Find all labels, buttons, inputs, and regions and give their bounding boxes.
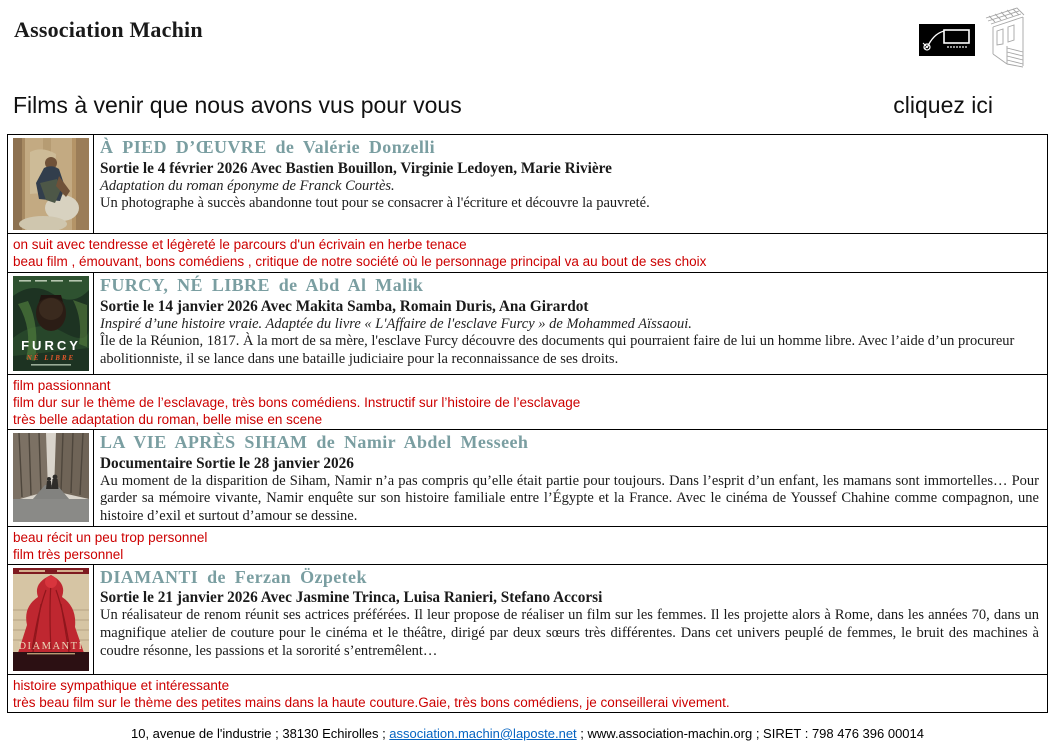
review-line: film très personnel (13, 546, 124, 562)
header (0, 0, 1055, 72)
page-title: Films à venir que nous avons vus pour vous (13, 92, 462, 118)
review-row-2 (8, 375, 1048, 430)
poster-title-text: DIAMANTI (17, 640, 84, 652)
film-release-line: Documentaire Sortie le 28 janvier 2026 (100, 454, 354, 472)
film-release-line: Sortie le 21 janvier 2026 Avec Jasmine Trinca, Luisa Ranieri, Stefano Accorsi (100, 589, 603, 607)
la-vie-apres-siham-poster (13, 433, 89, 522)
review-line: histoire sympathique et intéressante (13, 677, 230, 693)
footer-address-part1: 10, avenue de l'industrie ; 38130 Echirolles ; (130, 725, 390, 741)
review-line: beau récit un peu trop personnel (13, 529, 208, 545)
film-synopsis: Un photographe à succès abandonne tout pour se consacrer à l'écriture et découvre la pauvreté. (100, 195, 650, 212)
film-4-poster-cell (8, 564, 94, 674)
poster-title-text: FURCY (20, 338, 81, 353)
film-synopsis: Île de la Réunion, 1817. À la mort de sa mère, l'esclave Furcy découvre des documents qui pourraient faire de lui un homme libre. Avec l’aide d’un procureur abolitionniste, il se lance dans une bataille judiciaire pour la reconnaissance de ses droits. (100, 333, 1015, 368)
building-sketch-icon (983, 6, 1027, 72)
film-release-line: Sortie le 4 février 2026 Avec Bastien Bouillon, Virginie Ledoyen, Marie Rivière (100, 159, 612, 177)
review-line: film dur sur le thème de l’esclavage, très bons comédiens. Instructif sur l’histoire de l’esclavage (13, 395, 581, 410)
review-line: on suit avec tendresse et légèreté le parcours d'un écrivain en herbe tenace (13, 237, 467, 252)
film-source-line: Inspiré d’une histoire vraie. Adaptée du livre « L'Affaire de l'esclave Furcy » de Mohammed Aïssaoui. (100, 315, 692, 332)
film-1-review (8, 234, 1048, 273)
footer-address-part2: ; www.association-machin.org ; SIRET : 798 476 396 00014 (576, 725, 924, 741)
title-row (13, 92, 993, 119)
film-1-details (94, 135, 1048, 234)
review-line: beau film , émouvant, bons comédiens , critique de notre société où le personnage principal va au bout de ses choix (13, 254, 707, 269)
film-row-1 (8, 135, 1048, 234)
film-3-review (8, 526, 1048, 564)
review-row-1 (8, 234, 1048, 273)
review-line: très beau film sur le thème des petites mains dans la haute couture.Gaie, très bons comédiens, je conseillerai vivement. (13, 694, 730, 710)
film-title: FURCY, NÉ LIBRE de Abd Al Malik (100, 275, 424, 295)
org-title: Association Machin (14, 17, 203, 42)
film-row-4 (8, 564, 1048, 674)
film-4-details (94, 564, 1048, 674)
a-pied-doeuvre-poster (13, 138, 89, 230)
cliquez-ici-link[interactable]: cliquez ici (893, 92, 993, 118)
review-row-3 (8, 526, 1048, 564)
film-title: DIAMANTI de Ferzan Özpetek (100, 566, 367, 587)
film-row-2 (8, 273, 1048, 375)
film-3-poster-cell (8, 430, 94, 527)
film-4-review (8, 674, 1048, 712)
film-row-3 (8, 430, 1048, 527)
film-3-details (94, 430, 1048, 527)
film-source-line: Adaptation du roman éponyme de Franck Courtès. (100, 177, 395, 194)
review-row-4 (8, 674, 1048, 712)
film-2-review (8, 375, 1048, 430)
poster-subtitle-text: NÉ LIBRE (26, 354, 75, 362)
film-title: LA VIE APRÈS SIHAM de Namir Abdel Messeeh (100, 432, 529, 452)
film-2-details (94, 273, 1048, 375)
film-2-poster-cell (8, 273, 94, 375)
footer-email-link[interactable]: association.machin@laposte.net (389, 725, 577, 741)
footer (0, 726, 1055, 741)
pen-cinema-logo-icon (919, 24, 975, 56)
review-line: film passionnant (13, 378, 111, 393)
film-release-line: Sortie le 14 janvier 2026 Avec Makita Samba, Romain Duris, Ana Girardot (100, 297, 589, 315)
diamanti-poster (13, 568, 89, 671)
review-line: très belle adaptation du roman, belle mise en scene (13, 412, 323, 427)
films-table (7, 134, 1048, 713)
header-logos (919, 6, 1027, 72)
film-title: À PIED D’ŒUVRE de Valérie Donzelli (100, 137, 436, 157)
film-synopsis: Au moment de la disparition de Siham, Namir n’a pas compris qu’elle était partie pour toujours. Dans l’esprit d’un enfant, les mamans sont immortelles… Pour garder sa mémoire vivante, Namir enquête sur son histoire familiale entre l’Égypte et la France. Avec le cinéma de Youssef Chahine comme compagnon, une histoire d’exil et surtout d’amour se dessine. (100, 472, 1039, 525)
furcy-ne-libre-poster (13, 276, 89, 371)
film-1-poster-cell (8, 135, 94, 234)
film-synopsis: Un réalisateur de renom réunit ses actrices préférées. Il leur propose de réaliser un film sur les femmes. Il les projette alors à Rome, dans les années 70, dans un magnifique atelier de couture pour le cinéma et le théâtre, dirigé par deux sœurs très différentes. Dans cet univers peuplé de femmes, le bruit des machines à coudre résonne, les passions et la sororité s’entremêlent… (100, 607, 1039, 659)
